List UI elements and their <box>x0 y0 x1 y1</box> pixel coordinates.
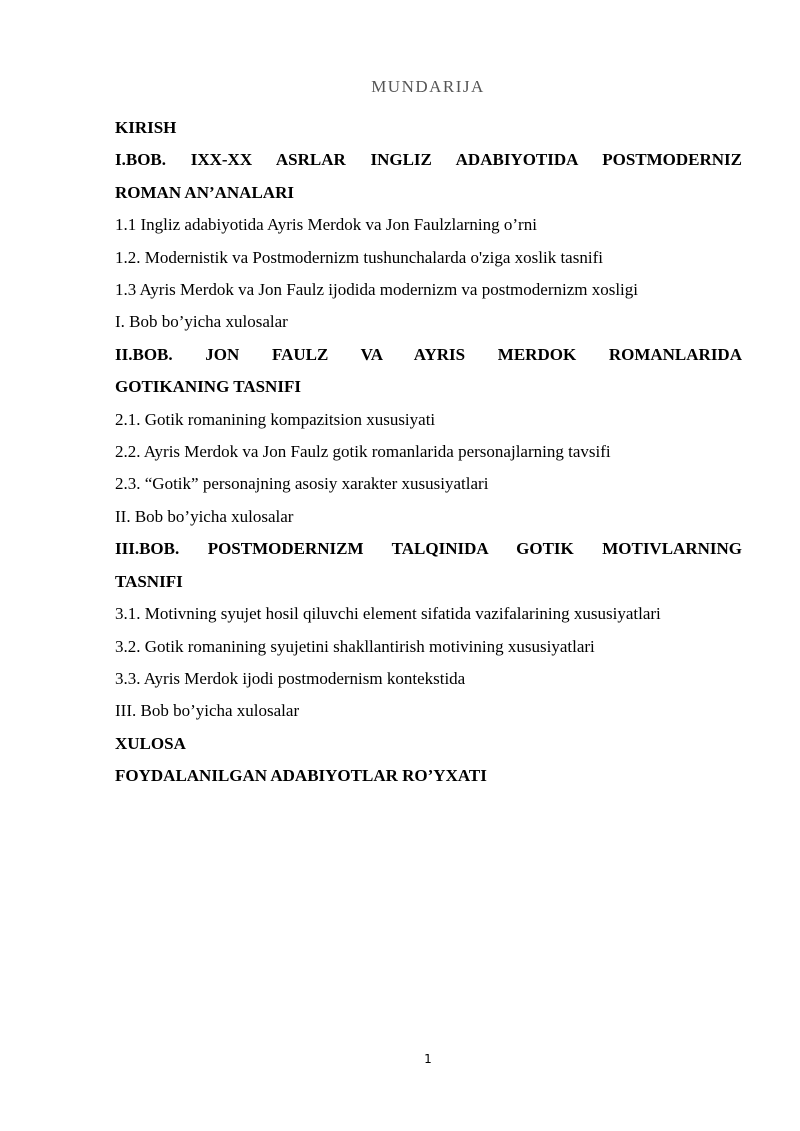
toc-entry-bibliography: FOYDALANILGAN ADABIYOTLAR RO’YXATI <box>115 766 487 786</box>
toc-section-3-1: 3.1. Motivning syujet hosil qiluvchi element sifatida vazifalarining xususiyatlari <box>115 604 661 624</box>
toc-chapter-2-heading-continued: GOTIKANING TASNIFI <box>115 377 301 397</box>
toc-chapter-2-heading: II.BOB. JON FAULZ VA AYRIS MERDOK ROMANLARIDA <box>115 344 742 364</box>
toc-section-2-3: 2.3. “Gotik” personajning asosiy xarakter xususiyatlari <box>115 474 489 494</box>
toc-section-1-1: 1.1 Ingliz adabiyotida Ayris Merdok va Jon Faulzlarning o’rni <box>115 215 537 235</box>
toc-section-2-1: 2.1. Gotik romanining kompazitsion xususiyati <box>115 409 436 429</box>
toc-section-1-3: 1.3 Ayris Merdok va Jon Faulz ijodida modernizm va postmodernizm xosligi <box>115 280 639 300</box>
toc-section-1-2: 1.2. Modernistik va Postmodernizm tushunchalarda o'ziga xoslik tasnifi <box>115 247 603 267</box>
toc-chapter-1-heading: I.BOB. IXX-XX ASRLAR INGLIZ ADABIYOTIDA POSTMODERNIZ <box>115 150 742 170</box>
toc-chapter-2-conclusions: II. Bob bo’yicha xulosalar <box>115 506 294 526</box>
toc-section-2-2: 2.2. Ayris Merdok va Jon Faulz gotik romanlarida personajlarning tavsifi <box>115 442 611 462</box>
toc-section-3-3: 3.3. Ayris Merdok ijodi postmodernism kontekstida <box>115 668 466 688</box>
toc-chapter-1-heading-continued: ROMAN AN’ANALARI <box>115 182 294 202</box>
table-of-contents <box>115 112 742 793</box>
toc-entry-introduction: KIRISH <box>115 118 177 137</box>
toc-entry-conclusion: XULOSA <box>115 733 186 753</box>
toc-chapter-3-heading-continued: TASNIFI <box>115 571 183 591</box>
toc-chapter-3-heading: III.BOB. POSTMODERNIZM TALQINIDA GOTIK MOTIVLARNING <box>115 539 742 559</box>
page-number: 1 <box>424 1052 432 1066</box>
toc-chapter-3-conclusions: III. Bob bo’yicha xulosalar <box>115 701 300 721</box>
toc-section-3-2: 3.2. Gotik romanining syujetini shakllantirish motivining xususiyatlari <box>115 636 595 656</box>
toc-chapter-1-conclusions: I. Bob bo’yicha xulosalar <box>115 312 288 332</box>
page-title: MUNDARIJA <box>371 77 485 96</box>
